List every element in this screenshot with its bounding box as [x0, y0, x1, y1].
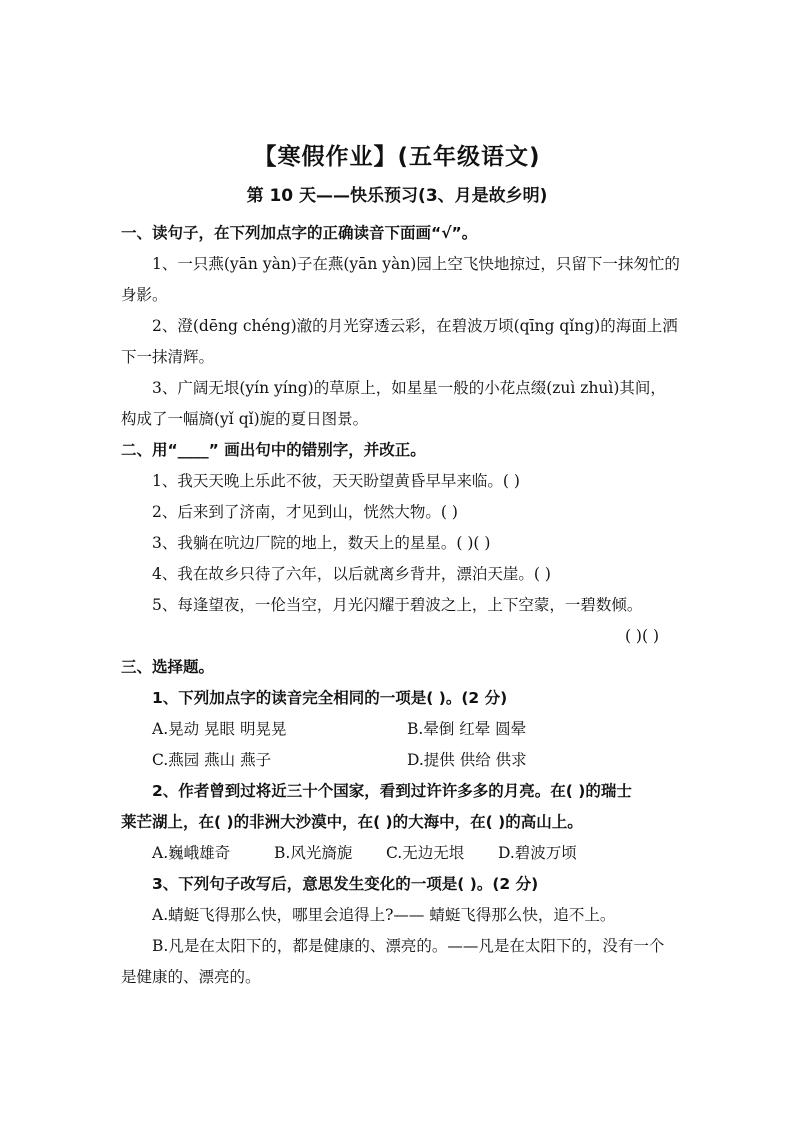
s1-q1-line1: 1、一只燕(yān yàn)子在燕(yān yàn)园上空飞快地掠过，只留下一抹匆忙的 — [152, 255, 680, 273]
s2-item-5-blanks: ( )( ) — [624, 627, 659, 645]
s3-q3: 3、下列句子改写后，意思发生变化的一项是( )。(2 分) — [152, 875, 539, 893]
s1-q3-line1: 3、广阔无垠(yín yíng)的草原上，如星星一般的小花点缀(zuì zhuì)其间， — [152, 379, 666, 397]
s3-q3-option-b-line2: 是健康的、漂亮的。 — [121, 968, 261, 986]
s2-item-5: 5、每逢望夜，一伦当空，月光闪耀于碧波之上，上下空蒙，一碧数倾。 — [152, 596, 643, 614]
s2-item-1: 1、我天天晚上乐此不彼，天天盼望黄昏早早来临。( ) — [152, 472, 520, 490]
s2-item-2: 2、后来到了济南，才见到山，恍然大物。( ) — [152, 503, 458, 521]
s1-q2-line2: 下一抹清辉。 — [121, 348, 215, 366]
page-subtitle: 第 10 天——快乐预习(3、月是故乡明) — [246, 186, 548, 206]
s3-q1-option-a: A.晃动 晃眼 明晃晃 — [152, 720, 287, 738]
s2-item-4: 4、我在故乡只待了六年，以后就离乡背井，漂泊天崖。( ) — [152, 565, 551, 583]
s3-q1-options-row2 — [121, 745, 681, 776]
s3-q2-option-c: C.无边无垠 — [386, 844, 465, 862]
s3-q1: 1、下列加点字的读音完全相同的一项是( )。(2 分) — [152, 689, 508, 707]
section-1-heading: 一、读句子，在下列加点字的正确读音下面画“√”。 — [121, 224, 478, 242]
s1-q3-line2: 构成了一幅旖(yǐ qǐ)旎的夏日图景。 — [121, 410, 369, 428]
s2-item-3: 3、我躺在吭边厂院的地上，数天上的星星。( )( ) — [152, 534, 491, 552]
s3-q1-option-d: D.提供 供给 供求 — [407, 751, 527, 769]
s3-q1-options-row1 — [121, 714, 681, 745]
page-title: 【寒假作业】(五年级语文) — [253, 144, 541, 170]
s3-q3-option-b-line1: B.凡是在太阳下的，都是健康的、漂亮的。——凡是在太阳下的，没有一个 — [152, 937, 665, 955]
s3-q2-line2: 莱芒湖上，在( )的非洲大沙漠中，在( )的大海中，在( )的高山上。 — [121, 813, 583, 831]
worksheet-content — [121, 218, 681, 993]
s3-q3-option-a: A.蜻蜓飞得那么快，哪里会追得上?—— 蜻蜓飞得那么快，追不上。 — [152, 906, 616, 924]
s3-q2-option-a: A.巍峨雄奇 — [152, 844, 231, 862]
s3-q2-option-b: B.风光旖旎 — [274, 844, 353, 862]
s1-q2-line1: 2、澄(dēng chéng)澈的月光穿透云彩，在碧波万顷(qīng qǐng)的海面上洒 — [152, 317, 678, 335]
section-2-heading: 二、用“____” 画出句中的错别字，并改正。 — [121, 441, 426, 459]
s3-q2-line1: 2、作者曾到过将近三十个国家，看到过许许多多的月亮。在( )的瑞士 — [152, 782, 632, 800]
s3-q2-option-d: D.碧波万顷 — [498, 844, 577, 862]
s1-q1-line2: 身影。 — [121, 286, 168, 304]
s3-q1-option-c: C.燕园 燕山 燕子 — [152, 751, 272, 769]
s3-q2-options — [121, 838, 681, 869]
s3-q1-option-b: B.晕倒 红晕 圆晕 — [407, 720, 527, 738]
section-3-heading: 三、选择题。 — [121, 658, 215, 676]
